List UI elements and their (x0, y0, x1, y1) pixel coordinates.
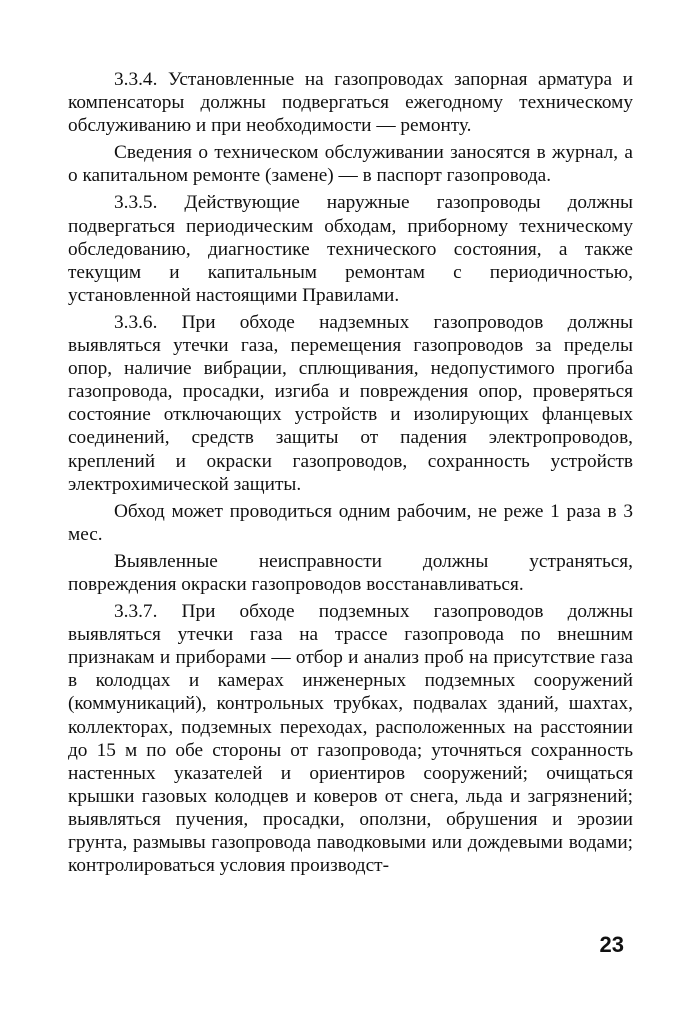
paragraph-3-3-5: 3.3.5. Действующие наружные газопроводы должны подвергаться периодическим обходам, приборному техническому обследованию, диагностике технического состояния, а также текущим и капитальным ремонтам с периодичностью, установленной настоящими Правилами. (68, 192, 633, 306)
paragraph-3-3-4: 3.3.4. Установленные на газопроводах запорная арматура и компенсаторы должны подвергаться ежегодному техническому обслуживанию и при необходимости — ремонту. (68, 69, 633, 137)
paragraph-defects-repair: Выявленные неисправности должны устраняться, повреждения окраски газопроводов восстанавливаться. (68, 550, 633, 595)
document-body (68, 68, 633, 881)
paragraph-3-3-7: 3.3.7. При обходе подземных газопроводов должны выявляться утечки газа на трассе газопровода по внешним признакам и приборами — отбор и анализ проб на присутствие газа в колодцах и камерах инженерных подземных сооружений (коммуникаций), контрольных трубках, подвалах зданий, шахтах, коллекторах, подземных переходах, расположенных на расстоянии до 15 м по обе стороны от газопровода; уточняться сохранность настенных указателей и ориентиров сооружений; очищаться крышки газовых колодцев и коверов от снега, льда и загрязнений; выявляться пучения, просадки, оползни, обрушения и эрозии грунта, размывы газопровода паводковыми или дождевыми водами; контролироваться условия производст- (68, 601, 633, 877)
paragraph-maintenance-records: Сведения о техническом обслуживании заносятся в журнал, а о капитальном ремонте (замене) — в паспорт газопровода. (68, 142, 633, 187)
paragraph-inspection-frequency: Обход может проводиться одним рабочим, не реже 1 раза в 3 мес. (68, 500, 633, 545)
page-number: 23 (599, 932, 624, 957)
paragraph-3-3-6: 3.3.6. При обходе надземных газопроводов должны выявляться утечки газа, перемещения газопроводов за пределы опор, наличие вибрации, сплющивания, недопустимого прогиба газопровода, просадки, изгиба и повреждения опор, проверяться состояние отключающих устройств и изолирующих фланцевых соединений, средств защиты от падения электропроводов, креплений и окраски газопроводов, сохранность устройств электрохимической защиты. (68, 311, 633, 495)
